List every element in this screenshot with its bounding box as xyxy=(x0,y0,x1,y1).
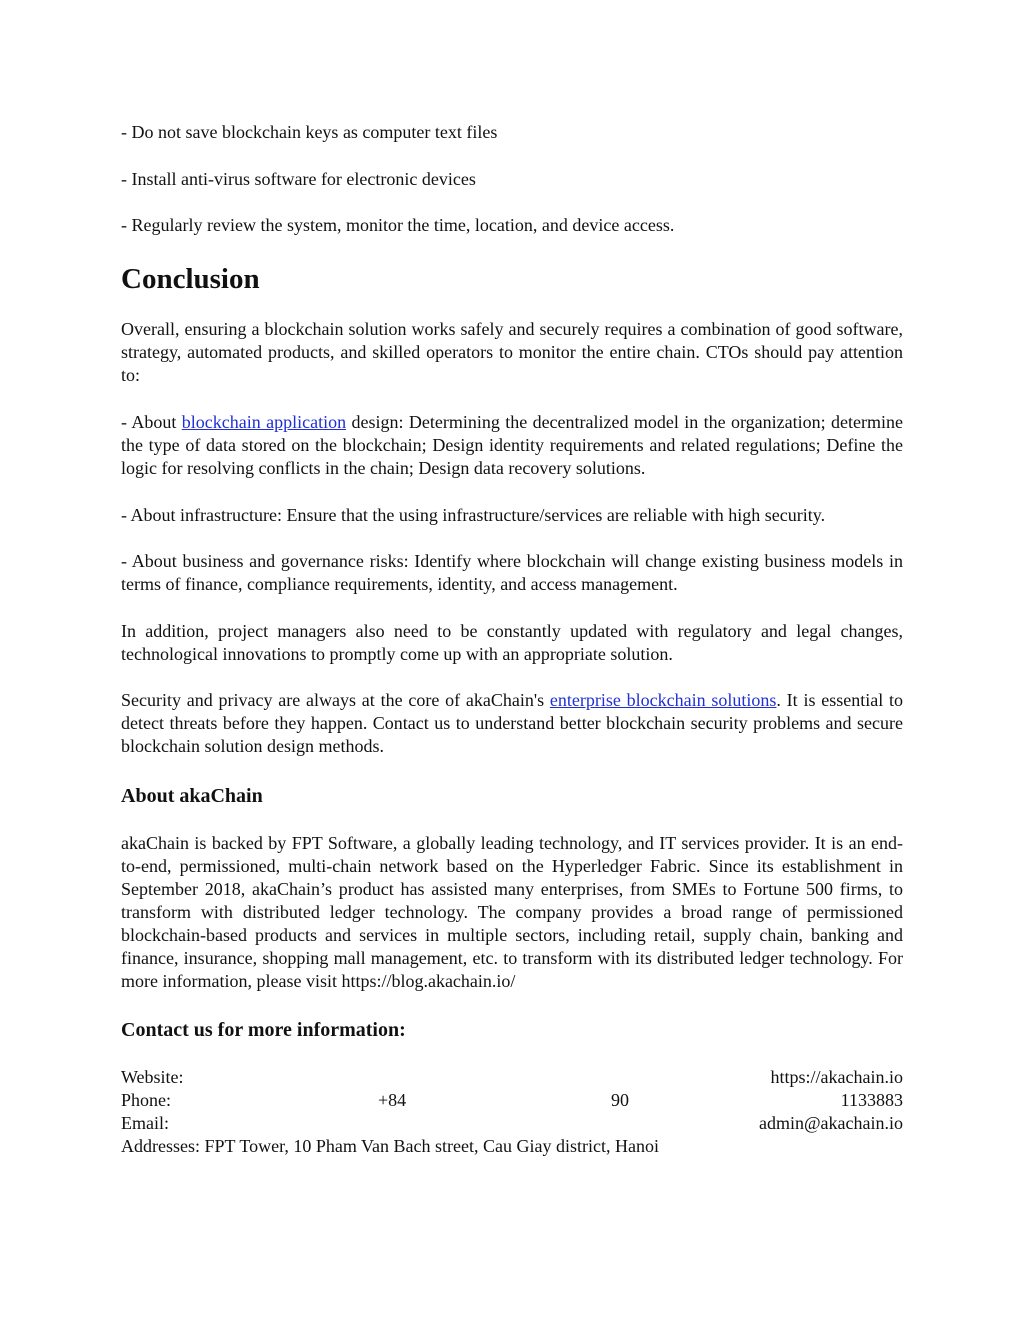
address-text: Addresses: FPT Tower, 10 Pham Van Bach street, Cau Giay district, Hanoi xyxy=(121,1136,659,1156)
design-prefix: - About xyxy=(121,412,182,432)
about-heading: About akaChain xyxy=(121,785,263,807)
contact-website-row xyxy=(121,1066,903,1089)
email-label: Email: xyxy=(121,1113,169,1133)
tip-item: - Do not save blockchain keys as computer text files xyxy=(121,122,498,142)
phone-label: Phone: xyxy=(121,1090,172,1110)
tip-item: - Install anti-virus software for electronic devices xyxy=(121,169,476,189)
security-prefix: Security and privacy are always at the core of akaChain's xyxy=(121,690,550,710)
phone-country-code: +84 xyxy=(378,1090,407,1110)
contact-email-row xyxy=(121,1112,903,1135)
conclusion-intro: Overall, ensuring a blockchain solution works safely and securely requires a combination of good software, strategy, automated products, and skilled operators to monitor the entire chain. CTOs should pay attention to: xyxy=(121,319,903,385)
blockchain-application-link[interactable]: blockchain application xyxy=(181,412,347,432)
addition-paragraph: In addition, project managers also need to be constantly updated with regulatory and legal changes, technological innovations to promptly come up with an appropriate solution. xyxy=(121,621,903,664)
infrastructure-paragraph: - About infrastructure: Ensure that the using infrastructure/services are reliable with high security. xyxy=(121,505,826,525)
enterprise-solutions-link[interactable]: enterprise blockchain solutions xyxy=(549,690,777,710)
design-paragraph xyxy=(121,411,903,480)
contact-address-row xyxy=(121,1135,903,1158)
phone-number: 1133883 xyxy=(840,1090,903,1110)
design-text: design: Determining the decentralized model in the organization; determine the type of data stored on the blockchain; Design identity requirements and related regulations; Define the logic for resolving conflicts in the chain; Design data recovery solutions. xyxy=(121,412,903,478)
contact-phone-row xyxy=(121,1089,903,1112)
about-body: akaChain is backed by FPT Software, a globally leading technology, and IT services provider. It is an end-to-end, permissioned, multi-chain network based on the Hyperledger Fabric. Since its establishment in September 2018, akaChain’s product has assisted many enterprises, from SMEs to Fortune 500 firms, to transform with distributed ledger technology. The company provides a broad range of permissioned blockchain-based products and services in multiple sectors, including retail, supply chain, banking and finance, insurance, shopping mall management, etc. to transform with its distributed ledger technology. For more information, please visit https://blog.akachain.io/ xyxy=(121,833,903,991)
conclusion-heading: Conclusion xyxy=(121,263,260,295)
website-label: Website: xyxy=(121,1067,184,1087)
email-value: admin@akachain.io xyxy=(758,1113,903,1133)
contact-heading: Contact us for more information: xyxy=(121,1019,406,1041)
tip-item: - Regularly review the system, monitor the time, location, and device access. xyxy=(121,215,675,235)
security-paragraph xyxy=(121,689,903,758)
business-paragraph: - About business and governance risks: Identify where blockchain will change existing business models in terms of finance, compliance requirements, identity, and access management. xyxy=(121,551,903,594)
security-text: . It is essential to detect threats before they happen. Contact us to understand better blockchain security problems and secure blockchain solution design methods. xyxy=(121,690,904,756)
phone-area-code: 90 xyxy=(611,1090,629,1110)
website-value: https://akachain.io xyxy=(770,1067,903,1087)
